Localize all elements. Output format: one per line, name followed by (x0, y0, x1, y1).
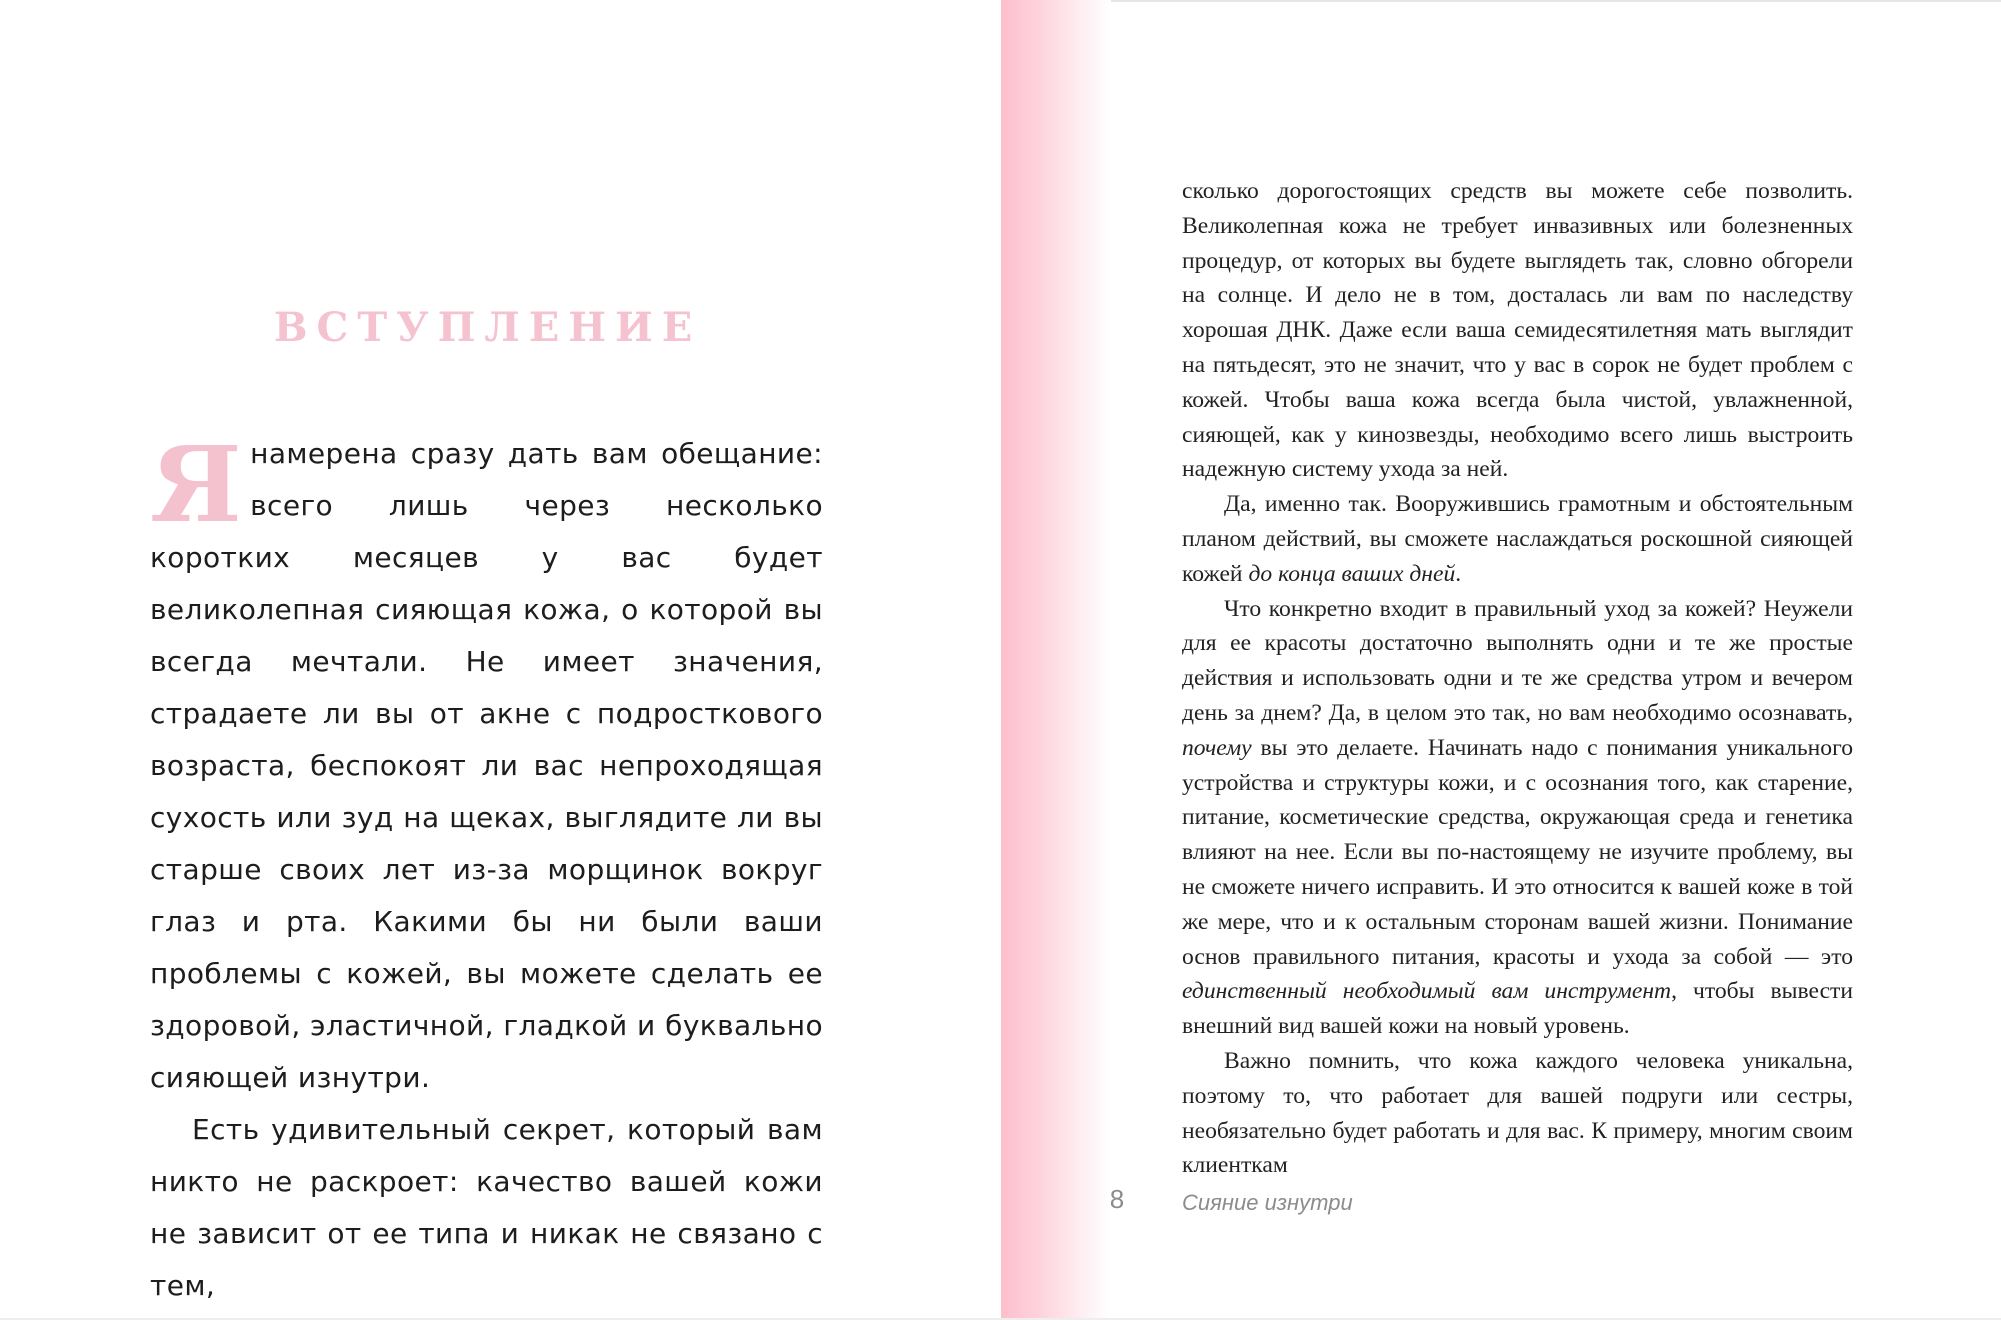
drop-cap: Я (150, 423, 243, 546)
left-page-body (150, 423, 823, 1312)
emphasis-text: почему (1182, 734, 1252, 761)
chapter-title: ВСТУПЛЕНИЕ (273, 304, 702, 351)
routine-paragraph-text: вы это делаете. Начинать надо с понимания уникального устройства и структуры кожи, и с осознания того, как старение, питание, косметические средства, окружающая среда и генетика влияют на нее. Если вы по-настоящему не изучите проблему, вы не сможете ничего исправить. И это относится к вашей коже в той же мере, что и к остальным сторонам вашей жизни. Понимание основ правильного питания, красоты и ухода за собой — это (1182, 734, 1853, 970)
continuation-paragraph: сколько дорогостоящих средств вы можете себе позволить. Великолепная кожа не требует инвазивных или болезненных процедур, от которых вы будете выглядеть так, словно обгорели на солнце. И дело не в том, досталась ли вам по наследству хорошая ДНК. Даже если ваша семидесятилетняя мать выглядит на пятьдесят, это не значит, что у вас в сорок не будет проблем с кожей. Чтобы ваша кожа всегда была чистой, увлажненной, сияющей, как у кинозвезды, необходимо всего лишь выстроить надежную систему ухода за ней. (1182, 178, 1853, 483)
plan-paragraph-text: Да, именно так. Вооружившись грамотным и обстоятельным планом действий, вы сможете наслаждаться роскошной сияющей кожей (1182, 491, 1853, 587)
intro-paragraph (150, 423, 823, 1104)
unique-skin-paragraph: Важно помнить, что кожа каждого человека уникальна, поэтому то, что работает для вашей подруги или сестры, необязательно будет работать и для вас. К примеру, многим своим клиенткам (1182, 1047, 1853, 1179)
routine-paragraph-text: Что конкретно входит в правильный уход за кожей? Неужели для ее красоты достаточно выполнять одни и те же простые действия и использовать одни и те же средства утром и вечером день за днем? Да, в целом это так, но вам необходимо осознавать, (1182, 595, 1853, 726)
routine-paragraph-end: , чтобы вывести внешний вид вашей кожи на новый уровень. (1182, 978, 1853, 1040)
gutter-pink-band (1001, 0, 1111, 1320)
running-head: Сияние изнутри (1182, 1190, 1353, 1215)
page-number: 8 (1109, 1184, 1125, 1214)
plan-paragraph (1182, 487, 1853, 591)
routine-paragraph (1182, 592, 1853, 1044)
emphasis-text: до конца ваших дней (1248, 560, 1456, 587)
plan-paragraph-end: . (1455, 560, 1462, 587)
emphasis-text: единственный необходимый вам инструмент (1182, 978, 1672, 1005)
secret-paragraph: Есть удивительный секрет, который вам никто не раскроет: качество вашей кожи не зависит от ее типа и никак не связано с тем, (150, 1113, 823, 1302)
intro-paragraph-text: намерена сразу дать вам обещание: всего лишь через несколько коротких месяцев у вас будет великолепная сияющая кожа, о которой вы всегда мечтали. Не имеет значения, страдаете ли вы от акне с подросткового возраста, беспокоят ли вас непроходящая сухость или зуд на щеках, выглядите ли вы старше своих лет из-за морщинок вокруг глаз и рта. Какими бы ни были ваши проблемы с кожей, вы можете сделать ее здоровой, эластичной, гладкой и буквально сияющей изнутри. (150, 437, 823, 1094)
right-page-body (1182, 174, 1853, 1183)
